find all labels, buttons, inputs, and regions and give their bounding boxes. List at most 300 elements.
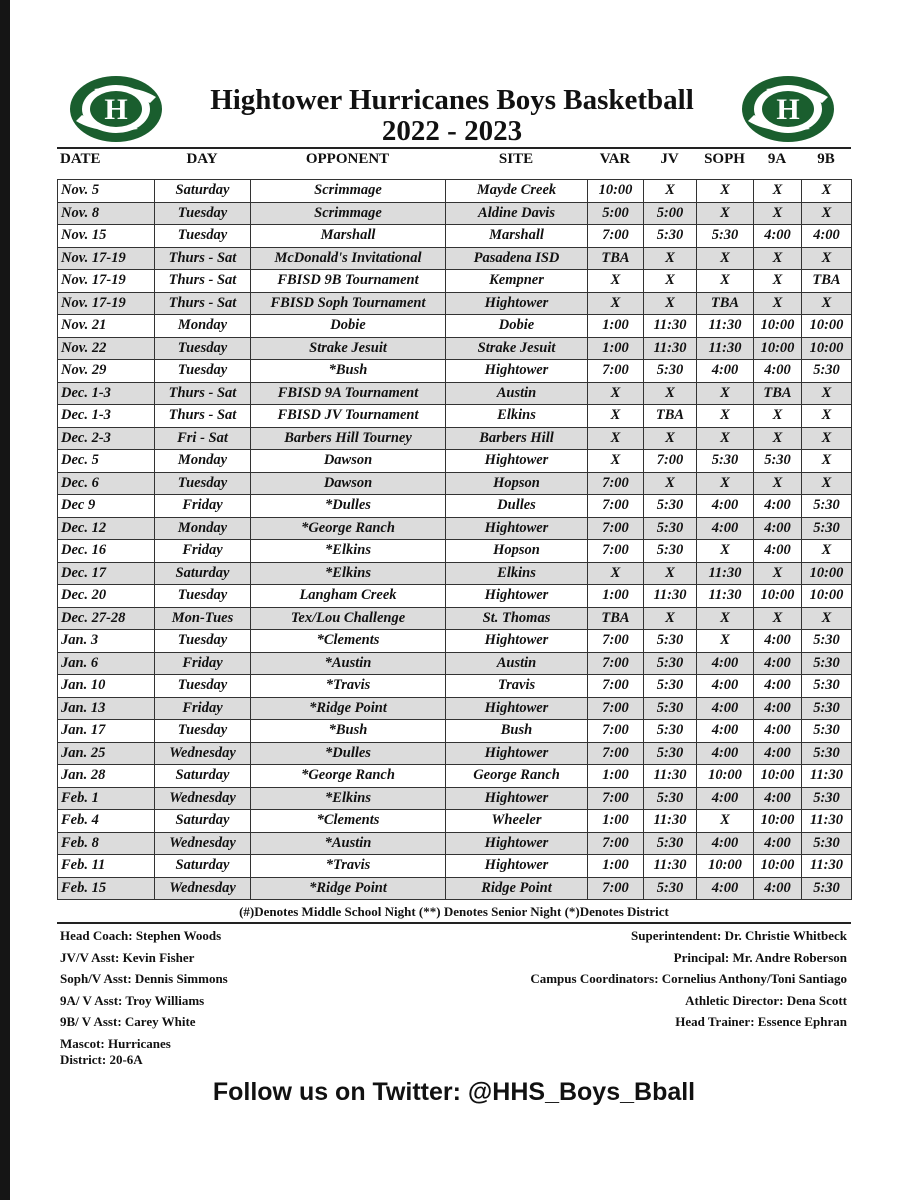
game-opponent: *Bush (251, 360, 446, 383)
game-9a: 10:00 (754, 810, 802, 833)
game-site: Barbers Hill (446, 427, 588, 450)
schedule-legend: (#)Denotes Middle School Night (**) Denotes Senior Night (*)Denotes District (239, 904, 669, 919)
column-header-9b: 9B (817, 151, 835, 167)
game-var: 1:00 (588, 765, 644, 788)
game-var: 7:00 (588, 832, 644, 855)
game-var: X (588, 382, 644, 405)
game-jv: X (644, 382, 697, 405)
game-soph: X (697, 630, 754, 653)
game-9b: 5:30 (802, 495, 852, 518)
game-site: Austin (446, 652, 588, 675)
game-soph: 5:30 (697, 450, 754, 473)
game-var: 7:00 (588, 675, 644, 698)
game-9b: X (802, 450, 852, 473)
game-jv: X (644, 270, 697, 293)
staff-jv-assistant: JV/V Asst: Kevin Fisher (60, 949, 195, 965)
game-var: 7:00 (588, 517, 644, 540)
game-day: Monday (155, 315, 251, 338)
game-9a: TBA (754, 382, 802, 405)
game-9b: 10:00 (802, 562, 852, 585)
game-var: 7:00 (588, 225, 644, 248)
game-site: Strake Jesuit (446, 337, 588, 360)
game-9b: 5:30 (802, 517, 852, 540)
staff-superintendent: Superintendent: Dr. Christie Whitbeck (631, 928, 847, 943)
game-day: Wednesday (155, 832, 251, 855)
game-jv: 5:30 (644, 675, 697, 698)
game-9b: X (802, 607, 852, 630)
game-jv: 5:30 (644, 630, 697, 653)
game-9a: 10:00 (754, 315, 802, 338)
game-9b: 5:30 (802, 877, 852, 900)
game-day: Monday (155, 517, 251, 540)
game-var: TBA (588, 247, 644, 270)
game-day: Tuesday (155, 720, 251, 743)
column-header-site: SITE (498, 151, 534, 167)
game-opponent: Barbers Hill Tourney (251, 427, 446, 450)
game-date: Dec. 6 (58, 472, 155, 495)
game-opponent: FBISD 9B Tournament (251, 270, 446, 293)
game-row (58, 562, 852, 585)
game-soph: X (697, 180, 754, 203)
game-soph: 11:30 (697, 315, 754, 338)
game-9b: 11:30 (802, 810, 852, 833)
game-date: Jan. 17 (58, 720, 155, 743)
game-day: Wednesday (155, 877, 251, 900)
game-9a: X (754, 247, 802, 270)
game-9b: 5:30 (802, 832, 852, 855)
game-opponent: *Ridge Point (251, 697, 446, 720)
staff-head-coach: Head Coach: Stephen Woods (60, 928, 222, 943)
game-9a: 4:00 (754, 630, 802, 653)
game-jv: 5:30 (644, 697, 697, 720)
administration-staff (530, 925, 847, 1033)
svg-text:H: H (104, 93, 128, 126)
game-9a: 10:00 (754, 337, 802, 360)
game-day: Friday (155, 652, 251, 675)
column-header-date: DATE (60, 151, 101, 167)
column-header-9a: 9A (767, 151, 787, 167)
game-soph: X (697, 247, 754, 270)
game-site: Kempner (446, 270, 588, 293)
game-site: Hightower (446, 292, 588, 315)
staff-principal: Principal: Mr. Andre Roberson (673, 949, 847, 965)
game-day: Tuesday (155, 585, 251, 608)
game-var: 1:00 (588, 855, 644, 878)
game-date: Feb. 8 (58, 832, 155, 855)
game-jv: 5:30 (644, 877, 697, 900)
footer-divider (57, 922, 851, 924)
game-day: Thurs - Sat (155, 270, 251, 293)
game-9a: X (754, 607, 802, 630)
game-row (58, 787, 852, 810)
column-header-jv: JV (660, 151, 679, 167)
game-row (58, 360, 852, 383)
game-site: Hightower (446, 517, 588, 540)
game-9a: X (754, 562, 802, 585)
game-9a: 10:00 (754, 585, 802, 608)
game-site: Dobie (446, 315, 588, 338)
page-edge (0, 0, 10, 1200)
schedule-table (57, 179, 852, 900)
game-soph: X (697, 810, 754, 833)
game-9a: 4:00 (754, 697, 802, 720)
game-soph: 4:00 (697, 517, 754, 540)
game-site: Dulles (446, 495, 588, 518)
game-date: Jan. 28 (58, 765, 155, 788)
game-row (58, 225, 852, 248)
game-var: TBA (588, 607, 644, 630)
game-row (58, 765, 852, 788)
game-9b: 5:30 (802, 697, 852, 720)
game-site: Mayde Creek (446, 180, 588, 203)
game-date: Jan. 3 (58, 630, 155, 653)
game-jv: 11:30 (644, 810, 697, 833)
game-day: Thurs - Sat (155, 292, 251, 315)
svg-text:H: H (776, 93, 800, 126)
column-header-soph: SOPH (704, 151, 745, 167)
game-row (58, 495, 852, 518)
game-site: Hightower (446, 630, 588, 653)
game-row (58, 292, 852, 315)
staff-9a-assistant: 9A/ V Asst: Troy Williams (60, 992, 205, 1008)
game-row (58, 427, 852, 450)
game-soph: X (697, 405, 754, 428)
game-soph: 4:00 (697, 720, 754, 743)
game-9b: 5:30 (802, 742, 852, 765)
game-date: Jan. 10 (58, 675, 155, 698)
game-9a: 10:00 (754, 855, 802, 878)
game-day: Friday (155, 495, 251, 518)
game-date: Dec. 1-3 (58, 382, 155, 405)
game-9b: 10:00 (802, 585, 852, 608)
game-opponent: *Elkins (251, 540, 446, 563)
game-var: 7:00 (588, 630, 644, 653)
game-jv: 5:30 (644, 787, 697, 810)
game-site: Hightower (446, 855, 588, 878)
game-row (58, 315, 852, 338)
game-9a: X (754, 270, 802, 293)
game-var: 7:00 (588, 742, 644, 765)
game-var: 7:00 (588, 472, 644, 495)
game-site: Elkins (446, 562, 588, 585)
game-row (58, 517, 852, 540)
game-var: 7:00 (588, 652, 644, 675)
game-site: Hightower (446, 697, 588, 720)
game-soph: 4:00 (697, 652, 754, 675)
game-soph: 4:00 (697, 495, 754, 518)
column-header-opponent: OPPONENT (305, 151, 390, 167)
game-opponent: *Elkins (251, 787, 446, 810)
game-row (58, 675, 852, 698)
game-9a: 4:00 (754, 877, 802, 900)
game-9b: 5:30 (802, 360, 852, 383)
game-date: Dec. 17 (58, 562, 155, 585)
game-9a: 4:00 (754, 517, 802, 540)
game-var: 7:00 (588, 495, 644, 518)
game-9a: 4:00 (754, 540, 802, 563)
game-opponent: Dawson (251, 450, 446, 473)
game-row (58, 540, 852, 563)
game-9b: X (802, 382, 852, 405)
game-9b: X (802, 202, 852, 225)
game-jv: X (644, 180, 697, 203)
game-site: Hopson (446, 472, 588, 495)
game-date: Nov. 21 (58, 315, 155, 338)
game-opponent: *Travis (251, 855, 446, 878)
game-var: 5:00 (588, 202, 644, 225)
game-9a: 4:00 (754, 495, 802, 518)
game-row (58, 630, 852, 653)
game-var: 7:00 (588, 877, 644, 900)
game-var: X (588, 450, 644, 473)
game-day: Tuesday (155, 225, 251, 248)
game-date: Nov. 29 (58, 360, 155, 383)
game-opponent: *Clements (251, 810, 446, 833)
game-jv: X (644, 292, 697, 315)
game-var: X (588, 270, 644, 293)
game-soph: X (697, 427, 754, 450)
game-site: Wheeler (446, 810, 588, 833)
game-day: Saturday (155, 765, 251, 788)
game-date: Nov. 15 (58, 225, 155, 248)
game-site: Hightower (446, 585, 588, 608)
game-jv: X (644, 427, 697, 450)
game-var: 1:00 (588, 585, 644, 608)
game-jv: 5:30 (644, 540, 697, 563)
game-var: 7:00 (588, 540, 644, 563)
column-header-row (57, 149, 851, 169)
game-opponent: *Dulles (251, 742, 446, 765)
game-jv: X (644, 562, 697, 585)
game-opponent: FBISD JV Tournament (251, 405, 446, 428)
game-row (58, 405, 852, 428)
game-soph: 11:30 (697, 585, 754, 608)
game-9a: 4:00 (754, 742, 802, 765)
game-day: Tuesday (155, 360, 251, 383)
schedule-title: Hightower Hurricanes Boys Basketball (210, 84, 694, 116)
game-9b: X (802, 405, 852, 428)
game-9b: 5:30 (802, 720, 852, 743)
game-9b: 11:30 (802, 855, 852, 878)
game-day: Tuesday (155, 675, 251, 698)
game-opponent: McDonald's Invitational (251, 247, 446, 270)
game-date: Jan. 13 (58, 697, 155, 720)
staff-soph-assistant: Soph/V Asst: Dennis Simmons (60, 971, 228, 986)
game-site: Pasadena ISD (446, 247, 588, 270)
game-site: Travis (446, 675, 588, 698)
game-site: Hightower (446, 787, 588, 810)
game-day: Wednesday (155, 787, 251, 810)
game-row (58, 607, 852, 630)
game-date: Dec. 1-3 (58, 405, 155, 428)
game-opponent: Tex/Lou Challenge (251, 607, 446, 630)
game-9b: 10:00 (802, 337, 852, 360)
game-jv: 5:30 (644, 495, 697, 518)
game-soph: 11:30 (697, 562, 754, 585)
game-row (58, 877, 852, 900)
game-soph: 11:30 (697, 337, 754, 360)
game-opponent: Scrimmage (251, 202, 446, 225)
game-day: Wednesday (155, 742, 251, 765)
game-day: Tuesday (155, 472, 251, 495)
game-row (58, 337, 852, 360)
column-header-var: VAR (599, 151, 631, 167)
game-site: St. Thomas (446, 607, 588, 630)
game-var: X (588, 405, 644, 428)
game-day: Fri - Sat (155, 427, 251, 450)
game-opponent: *Dulles (251, 495, 446, 518)
game-opponent: *George Ranch (251, 517, 446, 540)
game-row (58, 720, 852, 743)
game-9b: 5:30 (802, 630, 852, 653)
game-site: Ridge Point (446, 877, 588, 900)
game-row (58, 247, 852, 270)
game-jv: 5:30 (644, 225, 697, 248)
game-jv: 5:30 (644, 742, 697, 765)
game-9b: X (802, 180, 852, 203)
game-9a: 4:00 (754, 832, 802, 855)
game-9a: 4:00 (754, 787, 802, 810)
game-day: Monday (155, 450, 251, 473)
game-jv: X (644, 247, 697, 270)
game-row (58, 742, 852, 765)
game-soph: 10:00 (697, 855, 754, 878)
game-soph: 4:00 (697, 832, 754, 855)
game-9a: X (754, 180, 802, 203)
game-9b: X (802, 427, 852, 450)
game-day: Tuesday (155, 202, 251, 225)
mascot: Mascot: Hurricanes (60, 1035, 171, 1051)
game-day: Tuesday (155, 630, 251, 653)
game-9a: X (754, 472, 802, 495)
game-opponent: *Austin (251, 832, 446, 855)
game-soph: X (697, 607, 754, 630)
game-opponent: FBISD 9A Tournament (251, 382, 446, 405)
game-opponent: FBISD Soph Tournament (251, 292, 446, 315)
game-9b: 4:00 (802, 225, 852, 248)
game-row (58, 472, 852, 495)
game-opponent: Scrimmage (251, 180, 446, 203)
game-jv: 11:30 (644, 315, 697, 338)
game-opponent: Strake Jesuit (251, 337, 446, 360)
game-jv: X (644, 607, 697, 630)
game-var: 1:00 (588, 315, 644, 338)
game-var: 1:00 (588, 337, 644, 360)
game-date: Nov. 5 (58, 180, 155, 203)
game-day: Thurs - Sat (155, 382, 251, 405)
game-9b: 5:30 (802, 675, 852, 698)
game-opponent: *Travis (251, 675, 446, 698)
game-var: 7:00 (588, 360, 644, 383)
staff-head-trainer: Head Trainer: Essence Ephran (675, 1014, 847, 1029)
game-9a: X (754, 202, 802, 225)
game-site: Austin (446, 382, 588, 405)
game-opponent: Dawson (251, 472, 446, 495)
game-jv: 5:30 (644, 360, 697, 383)
twitter-handle: Follow us on Twitter: @HHS_Boys_Bball (212, 1078, 696, 1106)
game-date: Dec. 12 (58, 517, 155, 540)
game-date: Nov. 17-19 (58, 247, 155, 270)
game-opponent: *Clements (251, 630, 446, 653)
staff-9b-assistant: 9B/ V Asst: Carey White (60, 1014, 196, 1029)
game-site: Aldine Davis (446, 202, 588, 225)
game-9a: X (754, 427, 802, 450)
game-date: Nov. 17-19 (58, 292, 155, 315)
game-site: Hightower (446, 742, 588, 765)
game-day: Friday (155, 697, 251, 720)
game-day: Friday (155, 540, 251, 563)
game-9b: X (802, 540, 852, 563)
game-site: Elkins (446, 405, 588, 428)
game-soph: 4:00 (697, 877, 754, 900)
game-opponent: Langham Creek (251, 585, 446, 608)
game-day: Tuesday (155, 337, 251, 360)
staff-athletic-director: Athletic Director: Dena Scott (685, 992, 847, 1008)
game-date: Dec. 2-3 (58, 427, 155, 450)
game-opponent: *Austin (251, 652, 446, 675)
game-row (58, 585, 852, 608)
game-opponent: *Elkins (251, 562, 446, 585)
game-opponent: *Ridge Point (251, 877, 446, 900)
game-soph: X (697, 540, 754, 563)
game-day: Saturday (155, 855, 251, 878)
game-9a: 10:00 (754, 765, 802, 788)
game-9b: TBA (802, 270, 852, 293)
game-row (58, 270, 852, 293)
game-date: Feb. 4 (58, 810, 155, 833)
game-site: Hightower (446, 360, 588, 383)
game-day: Saturday (155, 562, 251, 585)
game-opponent: *Bush (251, 720, 446, 743)
game-9b: 5:30 (802, 787, 852, 810)
game-jv: 11:30 (644, 585, 697, 608)
game-day: Mon-Tues (155, 607, 251, 630)
game-var: 10:00 (588, 180, 644, 203)
staff-campus-coordinators: Campus Coordinators: Cornelius Anthony/Toni Santiago (530, 971, 847, 986)
game-day: Saturday (155, 180, 251, 203)
game-date: Nov. 8 (58, 202, 155, 225)
game-row (58, 832, 852, 855)
game-9b: X (802, 247, 852, 270)
game-soph: 5:30 (697, 225, 754, 248)
coaching-staff (60, 925, 228, 1068)
game-soph: 4:00 (697, 675, 754, 698)
game-row (58, 450, 852, 473)
game-jv: 5:30 (644, 832, 697, 855)
game-soph: 4:00 (697, 742, 754, 765)
game-row (58, 810, 852, 833)
game-9b: 11:30 (802, 765, 852, 788)
game-opponent: Marshall (251, 225, 446, 248)
game-row (58, 382, 852, 405)
game-soph: X (697, 202, 754, 225)
game-jv: TBA (644, 405, 697, 428)
game-var: 7:00 (588, 697, 644, 720)
game-9a: 4:00 (754, 720, 802, 743)
game-site: Hightower (446, 832, 588, 855)
game-day: Thurs - Sat (155, 405, 251, 428)
game-jv: 11:30 (644, 855, 697, 878)
game-opponent: Dobie (251, 315, 446, 338)
game-9a: X (754, 405, 802, 428)
game-date: Jan. 6 (58, 652, 155, 675)
game-row (58, 697, 852, 720)
game-soph: 10:00 (697, 765, 754, 788)
game-9b: X (802, 472, 852, 495)
game-site: Hightower (446, 450, 588, 473)
game-var: 1:00 (588, 810, 644, 833)
game-soph: X (697, 270, 754, 293)
